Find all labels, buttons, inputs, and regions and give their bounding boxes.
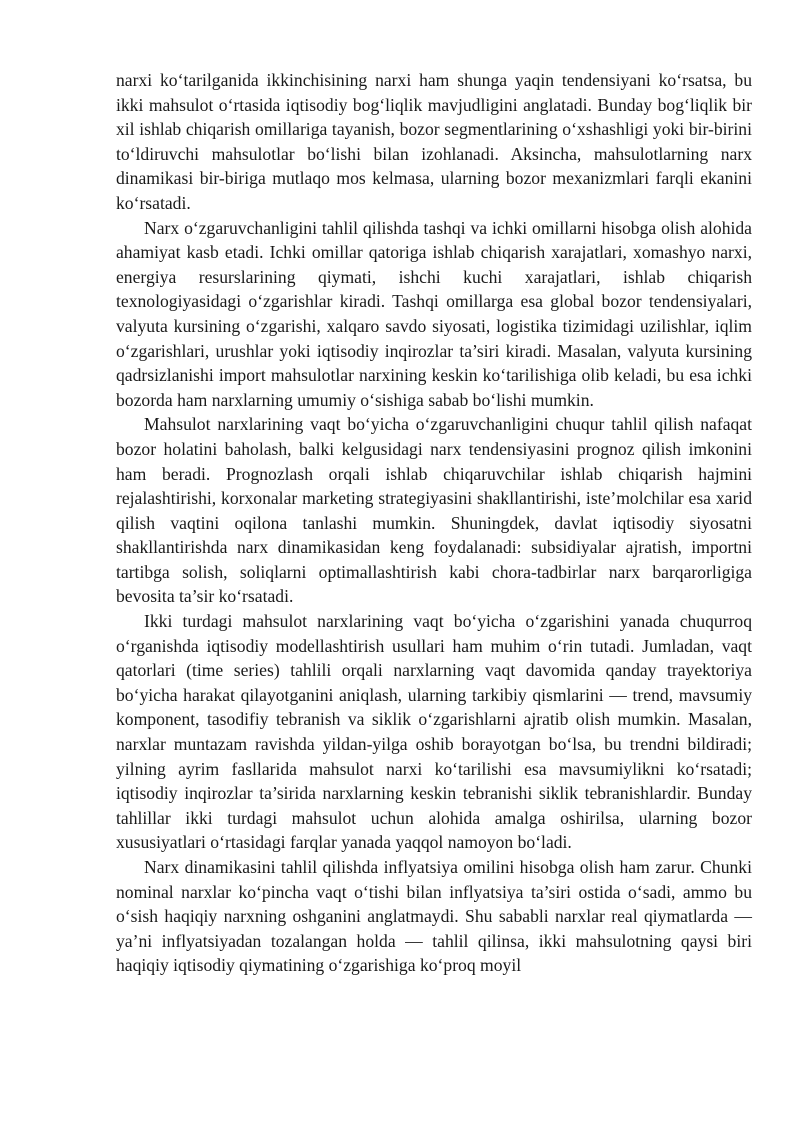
paragraph-price-forecasting: Mahsulot narxlarining vaqt bo‘yicha o‘zgaruvchanligini chuqur tahlil qilish nafaqat bozor holatini baholash, balki kelgusidagi narx tendensiyasini prognoz qilish imkonini ham beradi. Prognozlash orqali ishlab chiqaruvchilar ishlab chiqarish hajmini rejalashtirishi, korxonalar marketing strategiyasini shakllantirishi, iste’molchilar esa xarid qilish vaqtini oqilona tanlashi mumkin. Shuningdek, davlat iqtisodiy siyosatni shakllantirishda narx dinamikasidan keng foydalanadi: subsidiyalar ajratish, importni tartibga solish, soliqlarni optimallashtirish kabi chora-tadbirlar narx barqarorligiga bevosita ta’sir ko‘rsatadi.	[116, 414, 752, 607]
document-page	[116, 68, 752, 978]
paragraph-inflation-factor: Narx dinamikasini tahlil qilishda inflyatsiya omilini hisobga olish ham zarur. Chunki nominal narxlar ko‘pincha vaqt o‘tishi bilan inflyatsiya ta’siri ostida o‘sadi, ammo bu o‘sish haqiqiy narxning oshganini anglatmaydi. Shu sababli narxlar real qiymatlarda — ya’ni inflyatsiyadan tozalangan holda — tahlil qilinsa, ikki mahsulotning qaysi biri haqiqiy iqtisodiy qiymatining o‘zgarishiga ko‘proq moyil	[116, 857, 752, 976]
paragraph-continuation: narxi ko‘tarilganida ikkinchisining narxi ham shunga yaqin tendensiyani ko‘rsatsa, bu ikki mahsulot o‘rtasida iqtisodiy bog‘liqlik mavjudligini anglatadi. Bunday bog‘liqlik bir xil ishlab chiqarish omillariga tayanish, bozor segmentlarining o‘xshashligi yoki bir-birini to‘ldiruvchi mahsulotlar bo‘lishi bilan izohlanadi. Aksincha, mahsulotlarning narx dinamikasi bir-biriga mutlaqo mos kelmasa, ularning bozor mexanizmlari farqli ekanini ko‘rsatadi.	[116, 70, 752, 213]
paragraph-time-series-analysis: Ikki turdagi mahsulot narxlarining vaqt bo‘yicha o‘zgarishini yanada chuqurroq o‘rganishda iqtisodiy modellashtirish usullari ham muhim o‘rin tutadi. Jumladan, vaqt qatorlari (time series) tahlili orqali narxlarning vaqt davomida qanday trayektoriya bo‘yicha harakat qilayotganini aniqlash, ularning tarkibiy qismlarini — trend, mavsumiy komponent, tasodifiy tebranish va siklik o‘zgarishlarni ajratib olish mumkin. Masalan, narxlar muntazam ravishda yildan-yilga oshib borayotgan bo‘lsa, bu trendni bildiradi; yilning ayrim fasllarida mahsulot narxi ko‘tarilishi esa mavsumiylikni ko‘rsatadi; iqtisodiy inqirozlar ta’sirida narxlarning keskin tebranishi siklik tebranishlardir. Bunday tahlillar ikki turdagi mahsulot uchun alohida amalga oshirilsa, ularning bozor xususiyatlari o‘rtasidagi farqlar yanada yaqqol namoyon bo‘ladi.	[116, 611, 752, 853]
paragraph-price-volatility-factors: Narx o‘zgaruvchanligini tahlil qilishda tashqi va ichki omillarni hisobga olish alohida ahamiyat kasb etadi. Ichki omillar qatoriga ishlab chiqarish xarajatlari, xomashyo narxi, energiya resurslarining qiymati, ishchi kuchi xarajatlari, ishlab chiqarish texnologiyasidagi o‘zgarishlar kiradi. Tashqi omillarga esa global bozor tendensiyalari, valyuta kursining o‘zgarishi, xalqaro savdo siyosati, logistika tizimidagi uzilishlar, iqlim o‘zgarishlari, urushlar yoki iqtisodiy inqirozlar ta’siri kiradi. Masalan, valyuta kursining qadrsizlanishi import mahsulotlar narxining keskin ko‘tarilishiga olib keladi, bu esa ichki bozorda ham narxlarning umumiy o‘sishiga sabab bo‘lishi mumkin.	[116, 217, 752, 410]
